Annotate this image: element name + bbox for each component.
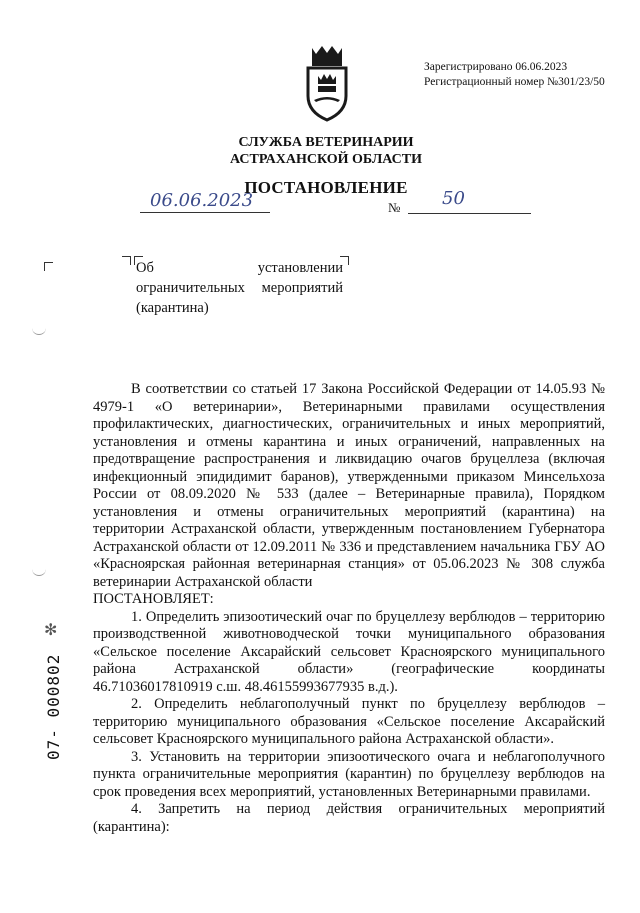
item-4-paragraph: 4. Запретить на период действия ограничительных мероприятий (карантина):	[93, 801, 605, 835]
punch-hole-mark	[32, 324, 46, 335]
item-3-paragraph: 3. Установить на территории эпизоотического очага и неблагополучного пункта ограничительные мероприятия (карантин) по бруцеллезу верблюдов на срок проведения всех мероприятий, установленных Ветеринарными правилами.	[93, 748, 605, 800]
number-underline	[408, 213, 531, 214]
document-body	[93, 381, 605, 836]
handwritten-number: 50	[442, 188, 465, 209]
punch-hole-mark	[32, 565, 46, 576]
item-2-paragraph: 2. Определить неблагополучный пункт по бруцеллезу верблюдов – территорию муниципального образования «Сельское поселение Аксарайский сельсовет Красноярского муниципального района Астраханской области».	[93, 696, 605, 747]
margin-stamp: 07- 000802	[44, 653, 63, 760]
document-title: ПОСТАНОВЛЕНИЕ	[244, 178, 408, 197]
organization-line-1: СЛУЖБА ВЕТЕРИНАРИИ	[238, 135, 414, 150]
number-label: №	[388, 200, 401, 215]
date-underline	[140, 212, 270, 213]
preamble-paragraph: В соответствии со статьей 17 Закона Российской Федерации от 14.05.93 № 4979-1 «О ветеринарии», Ветеринарными правилами осуществления профилактических, диагностических, ограничительных и иных мероприятий, установления и отмены карантина и иных ограничений, направленных на предотвращение распространения и ликвидацию очагов бруцеллеза (включая инфекционный эпидидимит баранов), утвержденными приказом Минсельхоза России от 08.09.2020 № 533 (далее – Ветеринарные правила), Порядком установления и отмены ограничительных мероприятий (карантина) на территории Астраханской области, утвержденным постановлением Губернатора Астраханской области от 12.09.2011 № 336 и представлением начальника ГБУ АО «Красноярская районная ветеринарная станция» от 05.06.2023 № 308 служба ветеринарии Астраханской области	[93, 381, 605, 590]
document-subject: Об установлении ограничительных мероприятий (карантина)	[136, 260, 343, 316]
item-1-coordinates: 46.71036017810919 с.ш. 48.46155993677935 в.д.).	[93, 678, 398, 695]
registration-stamp	[424, 60, 605, 90]
corner-mark	[122, 256, 131, 265]
registration-number: Регистрационный номер №301/23/50	[424, 76, 605, 88]
asterisk-icon: ✻	[44, 622, 58, 639]
decree-word: ПОСТАНОВЛЯЕТ:	[93, 591, 214, 607]
organization-line-2: АСТРАХАНСКОЙ ОБЛАСТИ	[229, 152, 422, 167]
item-1-paragraph: 1. Определить эпизоотический очаг по бруцеллезу верблюдов – территорию производственной животноводческой точки муниципального образования «Сельское поселение Аксарайский сельсовет Красноярского муниципального района Астраханской области» (географические координаты	[93, 608, 605, 677]
handwritten-date: 06.06.2023	[150, 190, 254, 211]
coat-of-arms-icon	[300, 44, 354, 122]
corner-mark	[44, 262, 53, 271]
registration-date: Зарегистрировано 06.06.2023	[424, 61, 568, 73]
organization-name	[0, 134, 640, 168]
